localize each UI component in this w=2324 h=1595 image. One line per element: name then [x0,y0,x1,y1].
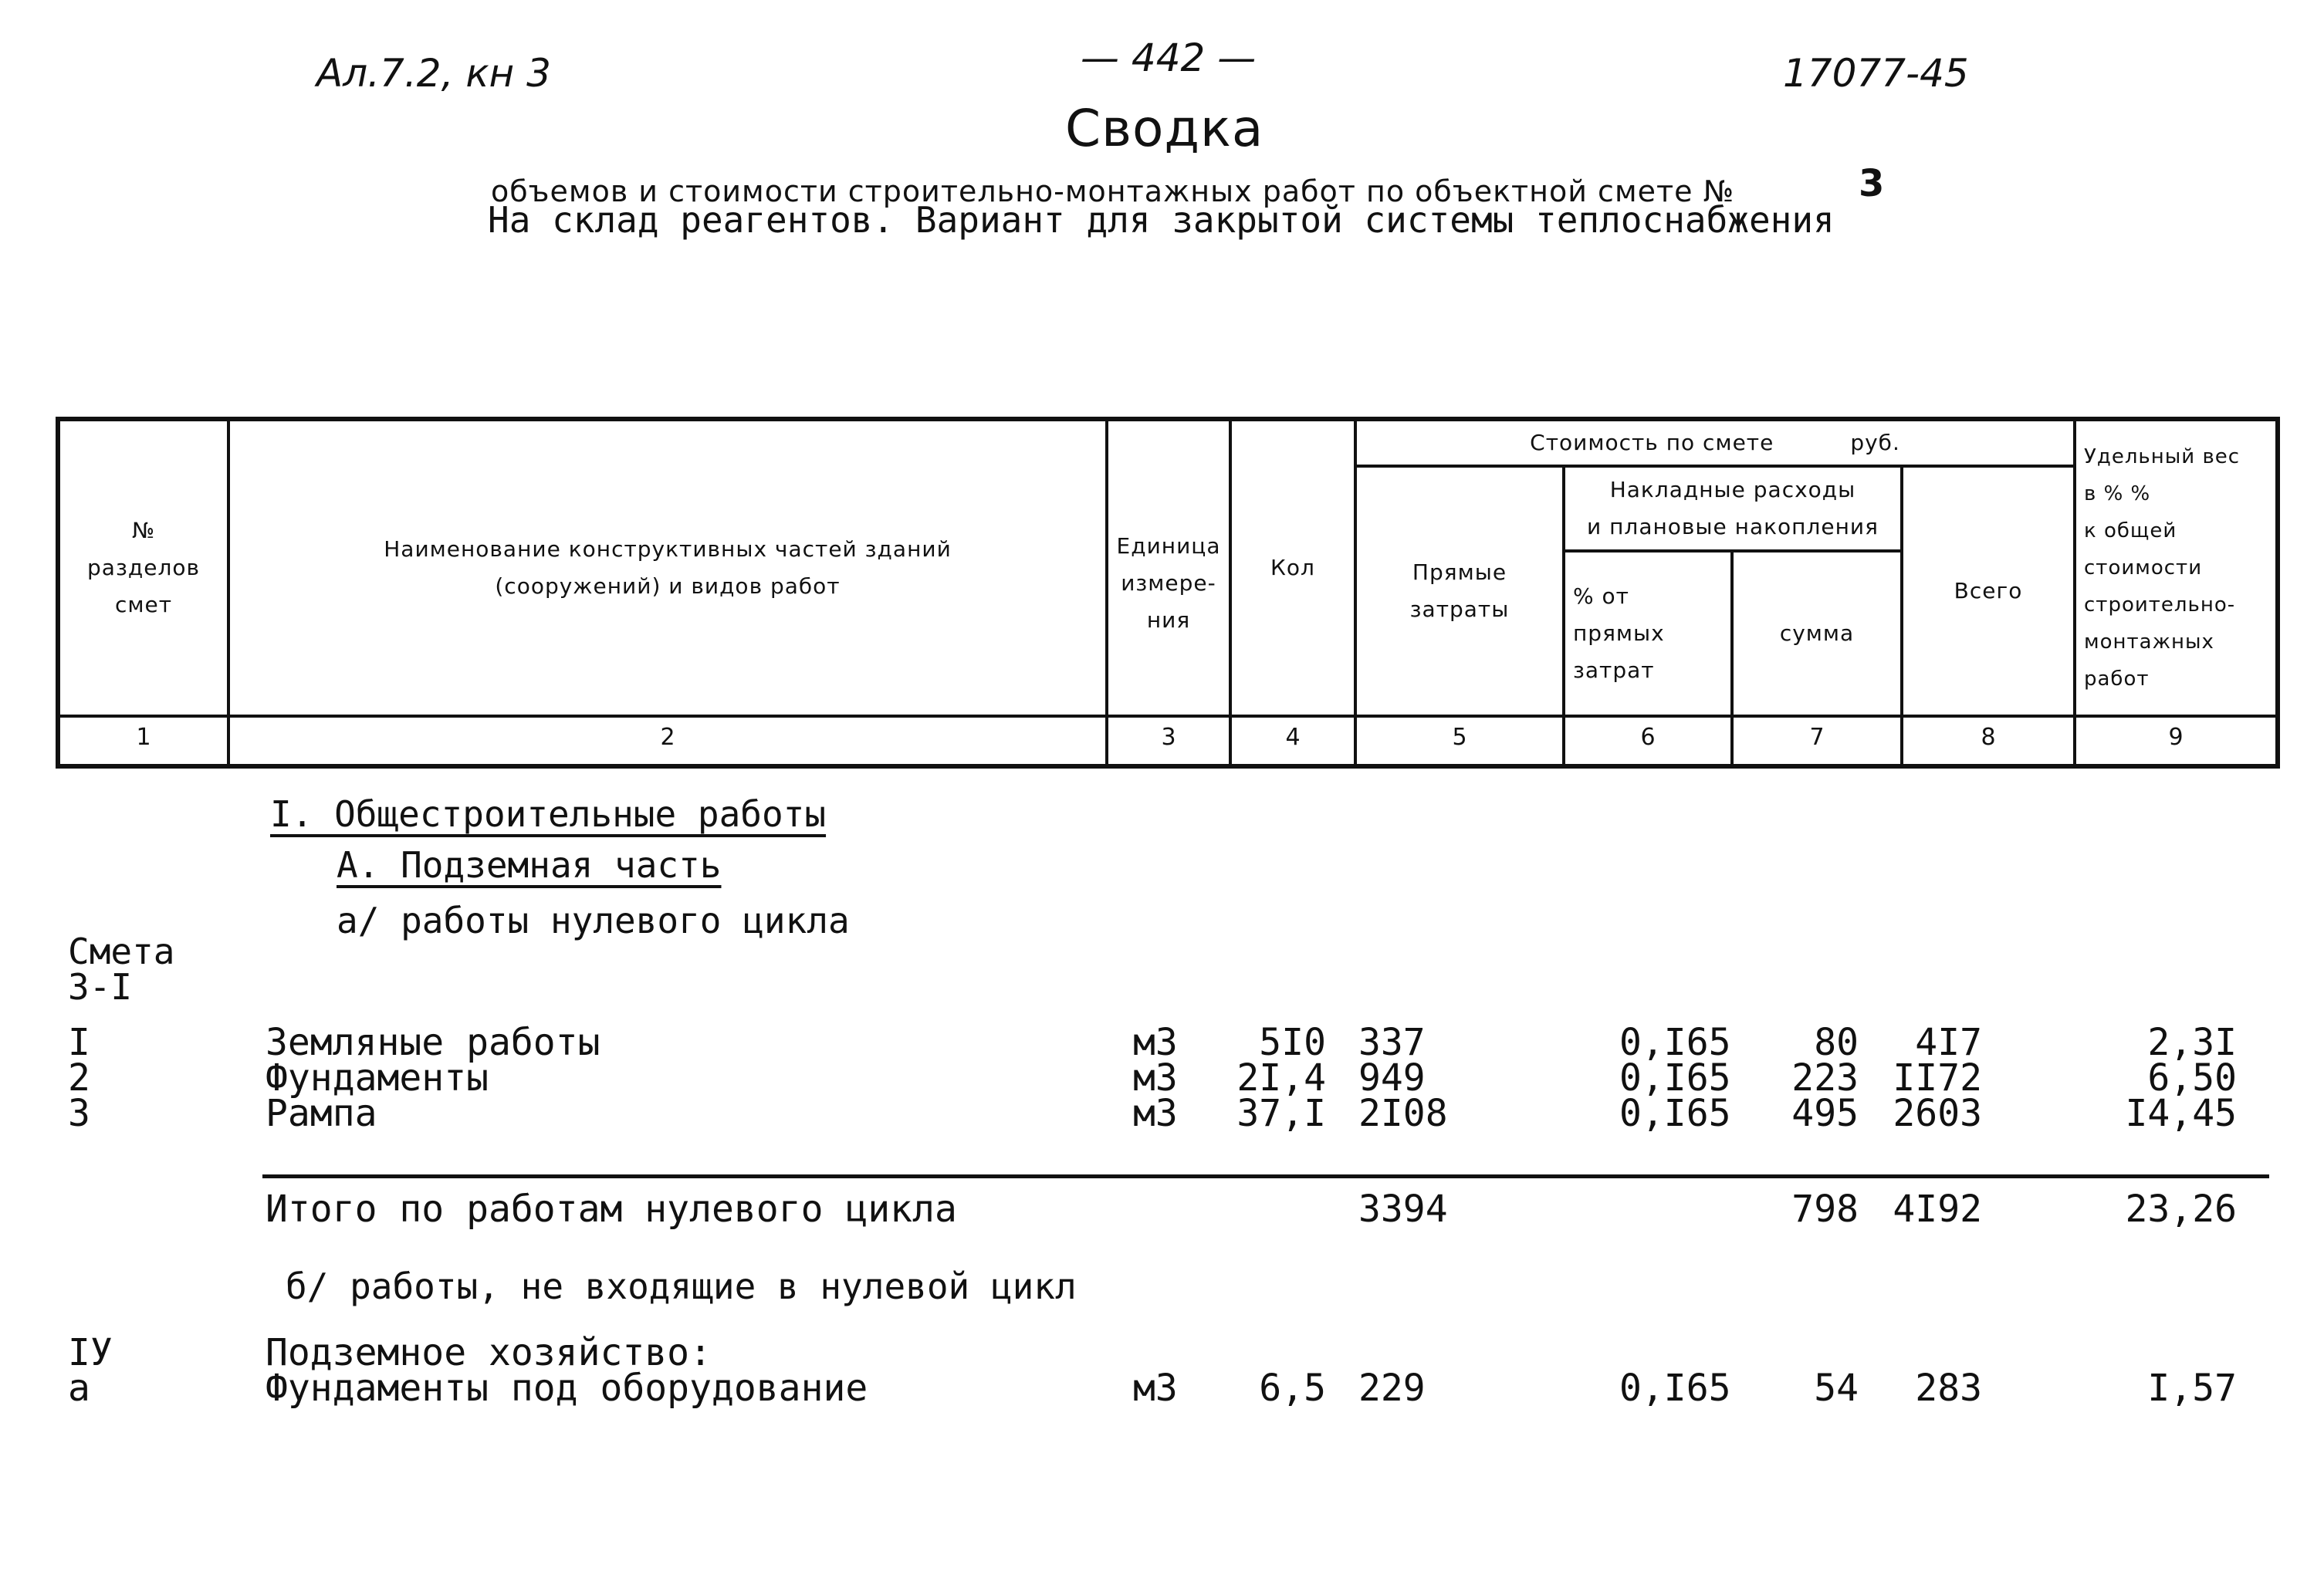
row-sum: 495 [1791,1092,1859,1135]
page-number: — 442 — [1081,35,1257,80]
row-number: I [68,1021,90,1064]
row-sum: 223 [1791,1056,1859,1100]
subtotal-label: Итого по работам нулевого цикла [266,1188,957,1231]
row-unit: м3 [1133,1367,1178,1410]
col-number-1: 1 [136,724,151,751]
col-total-header: Всего [1954,578,2023,603]
col-direct-costs-header: Прямые затраты [1409,559,1510,622]
document-title: Сводка [1065,99,1264,158]
col-number-5: 5 [1452,724,1467,751]
row-unit: м3 [1133,1021,1178,1064]
row-direct-costs: 949 [1358,1056,1426,1100]
row-share: 6,50 [2147,1056,2237,1100]
subtotal-direct-costs: 3394 [1358,1188,1448,1231]
col-number-6: 6 [1640,724,1656,751]
row-name: Рампа [266,1092,377,1135]
subtotal-rule [262,1174,2269,1178]
row-group-name: Подземное хозяйство: [266,1331,712,1374]
row-sum: 54 [1814,1367,1859,1410]
row-total: II72 [1893,1056,1982,1100]
row-share: I,57 [2147,1367,2237,1410]
col-number-4: 4 [1285,724,1301,751]
row-name: Земляные работы [266,1021,600,1064]
estimate-label: Смета [68,931,175,972]
group-heading-zero-cycle: а/ работы нулевого цикла [337,900,850,941]
row-percent: 0,I65 [1619,1021,1731,1064]
estimate-reference [68,931,175,1008]
subtotal-share: 23,26 [2125,1188,2237,1231]
row-total: 4I7 [1915,1021,1982,1064]
row-total: 2603 [1893,1092,1982,1135]
table-header [56,417,2280,769]
col-number-3: 3 [1161,724,1176,751]
overhead-group-header: Накладные расходы и плановые накопления [1587,477,1879,539]
document-code: 17077-45 [1783,51,1969,96]
col-sum-header: сумма [1779,620,1855,646]
subtotal-sum: 798 [1791,1188,1859,1231]
row-name: Фундаменты под оборудование [266,1367,868,1410]
estimate-code: 3-I [68,966,133,1008]
row-number: IУ [68,1331,113,1374]
col-number-9: 9 [2168,724,2184,751]
row-percent: 0,I65 [1619,1367,1731,1410]
row-percent: 0,I65 [1619,1092,1731,1135]
col-number-2: 2 [660,724,675,751]
col-name-header: Наименование конструктивных частей зданий (сооружений) и видов работ [384,536,952,599]
col-section-number-header: № разделов смет [87,518,200,617]
row-sum: 80 [1814,1021,1859,1064]
row-direct-costs: 229 [1358,1367,1426,1410]
col-percent-header: % от прямых затрат [1573,583,1665,683]
row-direct-costs: 337 [1358,1021,1426,1064]
row-unit: м3 [1133,1092,1178,1135]
col-number-8: 8 [1981,724,1996,751]
col-unit-header: Единица измере- ния [1116,533,1221,633]
row-subnumber: а [68,1367,90,1410]
row-total: 283 [1915,1367,1982,1410]
cost-group-header: Стоимость по смете руб. [1530,430,1900,455]
row-quantity: 37,I [1236,1092,1326,1135]
row-share: I4,45 [2125,1092,2237,1135]
row-percent: 0,I65 [1619,1056,1731,1100]
col-quantity-header: Кол [1270,555,1315,580]
estimate-number: 3 [1859,162,1885,205]
album-reference: Ал.7.2, кн 3 [316,51,551,96]
row-name: Фундаменты [266,1056,489,1100]
row-quantity: 5I0 [1259,1021,1326,1064]
group-heading-non-zero-cycle: б/ работы, не входящие в нулевой цикл [286,1266,1077,1307]
col-share-header: Удельный вес в % % к общей стоимости строительно- монтажных работ [2084,445,2241,691]
col-number-7: 7 [1809,724,1825,751]
row-direct-costs: 2I08 [1358,1092,1448,1135]
row-share: 2,3I [2147,1021,2237,1064]
section-heading: I. Общестроительные работы [270,793,827,835]
subtotal-total: 4I92 [1893,1188,1982,1231]
row-number: 3 [68,1092,90,1135]
row-quantity: 2I,4 [1236,1056,1326,1100]
object-name: На склад реагентов. Вариант для закрытой системы теплоснабжения [488,199,1835,241]
row-number: 2 [68,1056,90,1100]
page-number-value: 442 [1131,35,1206,80]
document-subtitle: объемов и стоимости строительно-монтажных работ по объектной смете № [491,174,1735,208]
row-unit: м3 [1133,1056,1178,1100]
row-quantity: 6,5 [1259,1367,1326,1410]
subsection-heading: А. Подземная часть [337,844,722,886]
